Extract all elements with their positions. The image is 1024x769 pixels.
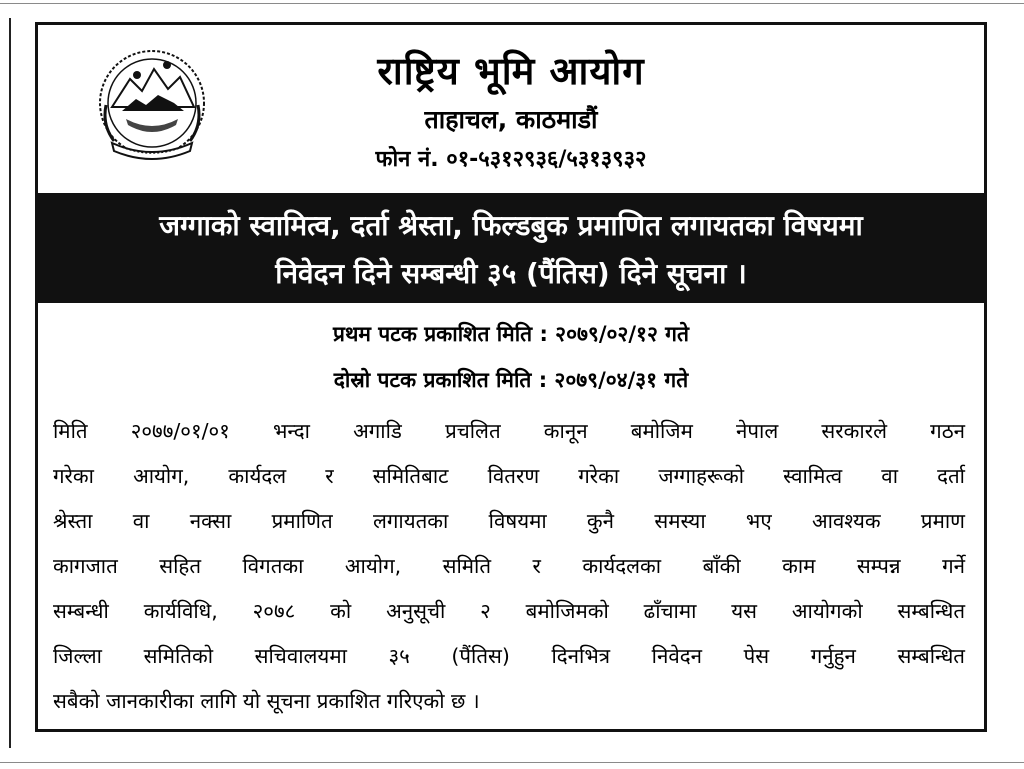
notice-title-line-2: निवेदन दिने सम्बन्धी ३५ (पैंतिस) दिने सूचना ।	[275, 257, 747, 290]
body-line: कागजात सहित विगतका आयोग, समिति र कार्यदलका बाँकी काम सम्पन्न गर्ने	[53, 554, 965, 578]
body-line: सम्बन्धी कार्यविधि, २०७८ को अनुसूची २ बमोजिमको ढाँचामा यस आयोगको सम्बन्धित	[53, 599, 965, 623]
page-edge-line-left	[9, 18, 11, 748]
notice-title-line-1: जग्गाको स्वामित्व, दर्ता श्रेस्ता, फिल्डबुक प्रमाणित लगायतका विषयमा	[159, 209, 863, 242]
body-line: मिति २०७७/०१/०१ भन्दा अगाडि प्रचलित कानून बमोजिम नेपाल सरकारले गठन	[53, 419, 965, 443]
page-edge-line-bottom	[0, 762, 1024, 763]
public-notice	[35, 22, 987, 732]
first-published-date: प्रथम पटक प्रकाशित मिति : २०७९/०२/१२ गते	[333, 322, 689, 346]
body-line: श्रेस्ता वा नक्सा प्रमाणित लगायतका विषयमा कुनै समस्या भए आवश्यक प्रमाण	[53, 509, 965, 533]
organization-phone: फोन नं. ०१-५३१२९३६/५३१३९३२	[375, 147, 647, 172]
notice-title-band	[38, 193, 984, 303]
notice-body	[53, 409, 965, 724]
body-line: जिल्ला समितिको सचिवालयमा ३५ (पैंतिस) दिनभित्र निवेदन पेस गर्नुहुन सम्बन्धित	[53, 644, 965, 668]
body-line: गरेका आयोग, कार्यदल र समितिबाट वितरण गरेका जग्गाहरूको स्वामित्व वा दर्ता	[53, 464, 965, 488]
notice-header	[38, 25, 984, 193]
organization-name: राष्ट्रिय भूमि आयोग	[377, 49, 645, 93]
body-line: सबैको जानकारीका लागि यो सूचना प्रकाशित गरिएको छ ।	[53, 689, 480, 713]
page-edge-line-top	[0, 3, 1024, 4]
organization-address: ताहाचल, काठमाडौं	[424, 105, 598, 134]
second-published-date: दोस्रो पटक प्रकाशित मिति : २०७९/०४/३१ गते	[333, 368, 689, 392]
